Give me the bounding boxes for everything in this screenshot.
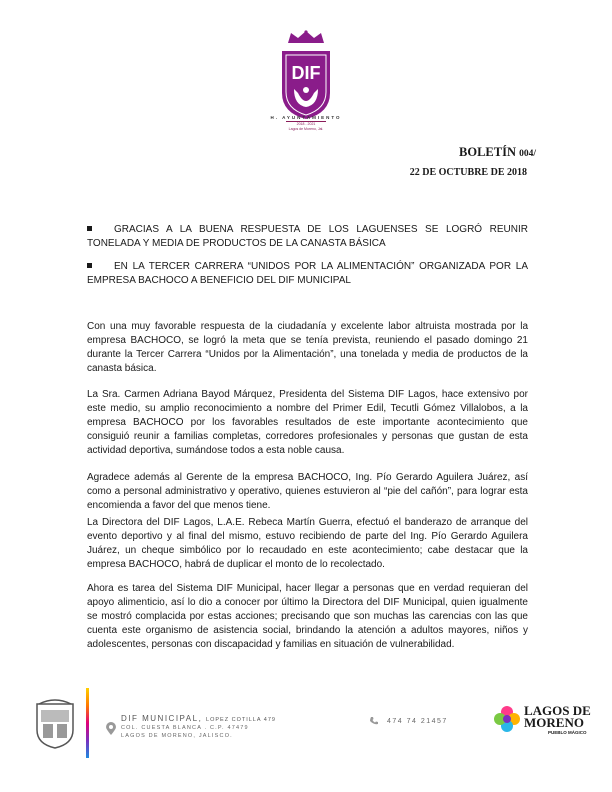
lagos-brand-line: LAGOS DE (524, 703, 591, 718)
divider (286, 121, 326, 122)
pueblo-magico-label: PUEBLO MÁGICO (548, 730, 587, 735)
ayuntamiento-label: H. AYUNTAMIENTO (270, 115, 342, 120)
footer-address (121, 724, 249, 740)
body-paragraph: Con una muy favorable respuesta de la ciudadanía y excelente labor altruista mostrada por la empresa BACHOCO, se logró la meta que se tenía prevista, reuniendo el pasado domingo 21 durante la Tercer Carrera “Unidos por la Alimentación”, una tonelada y media de productos de la canasta básica. (87, 321, 528, 374)
crown-icon (286, 30, 326, 44)
body-paragraph: La Directora del DIF Lagos, L.A.E. Rebeca Martín Guerra, efectuó el banderazo de arranque del evento deportivo y al final del mismo, estuvo recibiendo de parte del Ing. Pío Gerardo Aguilera Juárez, un cheque simbólico por lo recaudado en este acontecimiento; cabe destacar que la empresa BACHOCO, habrá de duplicar el monto de lo recolectado. (87, 517, 528, 570)
bullet-icon (87, 263, 92, 268)
town-label: Lagos de Moreno, Jal. (288, 127, 324, 131)
lagos-brand (524, 705, 591, 729)
phone-icon (369, 716, 379, 726)
footer-color-bar (86, 688, 89, 758)
bulletin-title (459, 145, 536, 160)
period-label: 2018 - 2021 (296, 122, 316, 126)
dif-badge-icon (280, 49, 332, 121)
highlight-item (87, 223, 528, 251)
footer-street: LOPEZ COTILLA 479 (206, 717, 276, 723)
highlight-text: EN LA TERCER CARRERA “UNIDOS POR LA ALIMENTACIÓN” ORGANIZADA POR LA EMPRESA BACHOCO A BENEFICIO DEL DIF MUNICIPAL (87, 261, 528, 286)
bulletin-label: BOLETÍN (459, 145, 516, 159)
footer-address-line: LAGOS DE MORENO, JALISCO. (121, 733, 233, 739)
body-paragraph: Ahora es tarea del Sistema DIF Municipal, hacer llegar a personas que en verdad requieran del apoyo alimenticio, así lo dio a conocer por último la Directora del DIF Municipal, quien igualmente se mostró complacida por estas acciones; precisando que son muchas las carencias con las que cuenta este organismo de asistencia social, brindando la atención a adultos mayores, niños y adolescentes, personas con discapacidad y familias en situación de vulnerabilidad. (87, 583, 528, 650)
location-pin-icon (106, 722, 116, 736)
lagos-flower-logo-icon (492, 704, 522, 734)
footer-organization (121, 714, 276, 723)
logo-text: DIF (291, 63, 321, 83)
bulletin-number: 004/ (519, 149, 536, 159)
highlight-text: GRACIAS A LA BUENA RESPUESTA DE LOS LAGUENSES SE LOGRÓ REUNIR TONELADA Y MEDIA DE PRODUCTOS DE LA CANASTA BÁSICA (87, 224, 528, 249)
footer-address-line: COL. CUESTA BLANCA . C.P. 47479 (121, 725, 249, 731)
body-paragraph: Agradece además al Gerente de la empresa BACHOCO, Ing. Pío Gerardo Aguilera Juárez, así como a personal administrativo y operativo, quienes estuvieron al “pie del cañón”, para lograr esta encomienda a favor del que menos tiene. (87, 472, 528, 511)
bullet-icon (87, 226, 92, 231)
municipal-coat-of-arms-icon (33, 698, 77, 750)
dif-logo (272, 30, 340, 126)
footer-org-name: DIF MUNICIPAL, (121, 714, 203, 723)
body-paragraph: La Sra. Carmen Adriana Bayod Márquez, Presidenta del Sistema DIF Lagos, hace extensivo por este medio, su amplio reconocimiento a nombre del Primer Edil, Tecutli Gómez Villalobos, a la empresa BACHOCO por los favorables resultados de este importante acontecimiento que consiguió reunir a familias completas, corredores profesionales y personas que gustan de esta actividad deportiva, sumándose todos a esta noble causa. (87, 389, 528, 456)
highlight-item (87, 260, 528, 288)
footer-phone: 474 74 21457 (387, 718, 448, 725)
lagos-brand-line: MORENO (524, 715, 584, 730)
bulletin-date: 22 DE OCTUBRE DE 2018 (409, 167, 527, 178)
